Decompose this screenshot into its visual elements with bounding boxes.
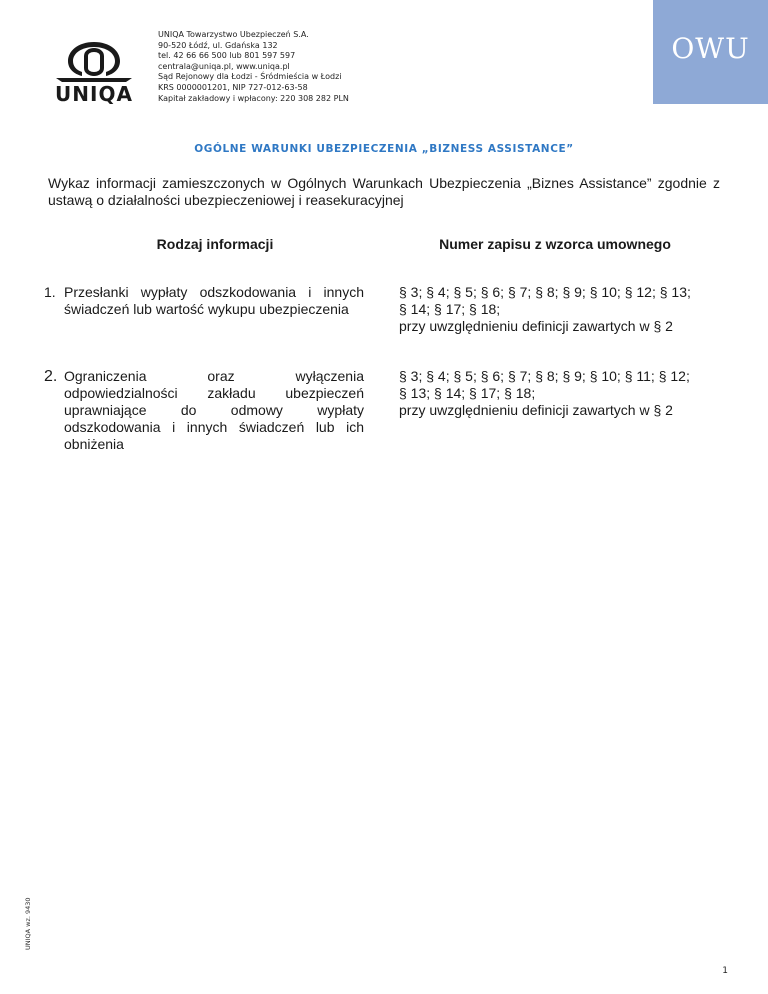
reference-line: przy uwzględnieniu definicji zawartych w § 2 — [399, 402, 673, 418]
document-title: OGÓLNE WARUNKI UBEZPIECZENIA „BIZNESS ASSISTANCE” — [194, 143, 574, 155]
reference-line: § 13; § 14; § 17; § 18; — [399, 385, 536, 401]
uniqa-logo-mark-icon — [42, 38, 146, 82]
company-line: centrala@uniqa.pl, www.uniqa.pl — [158, 61, 290, 71]
logo-wordmark: UNIQA — [55, 82, 133, 106]
form-code: UNIQA wz. 9430 — [24, 897, 32, 950]
company-info — [158, 30, 458, 104]
column-header-info-type: Rodzaj informacji — [156, 236, 274, 252]
item-description: Przesłanki wypłaty odszkodowania i innych świadczeń lub wartość wykupu ubezpieczenia — [64, 284, 364, 317]
company-line: KRS 0000001201, NIP 727-012-63-58 — [158, 82, 308, 92]
company-line: UNIQA Towarzystwo Ubezpieczeń S.A. — [158, 30, 309, 39]
reference-line: przy uwzględnieniu definicji zawartych w § 2 — [399, 318, 673, 334]
owu-badge — [653, 0, 768, 104]
uniqa-logo — [42, 38, 146, 108]
item-references — [399, 284, 729, 335]
item-number: 1. — [44, 284, 56, 300]
company-line: tel. 42 66 66 500 lub 801 597 597 — [158, 51, 296, 61]
reference-line: § 3; § 4; § 5; § 6; § 7; § 8; § 9; § 10; § 12; § 13; — [399, 284, 691, 300]
company-line: Kapitał zakładowy i wpłacony: 220 308 282 PLN — [158, 93, 349, 103]
company-line: Sąd Rejonowy dla Łodzi - Śródmieścia w Łodzi — [158, 72, 342, 82]
intro-paragraph: Wykaz informacji zamieszczonych w Ogólnych Warunkach Ubezpieczenia „Biznes Assistance” zgodnie z ustawą o działalności ubezpieczeniowej i reasekuracyjnej — [48, 175, 720, 208]
item-number: 2. — [44, 368, 58, 385]
company-line: 90-520 Łódź, ul. Gdańska 132 — [158, 40, 278, 50]
column-header-clause-number: Numer zapisu z wzorca umownego — [439, 236, 671, 252]
item-references — [399, 368, 729, 419]
owu-badge-label: OWU — [671, 32, 750, 65]
reference-line: § 3; § 4; § 5; § 6; § 7; § 8; § 9; § 10; § 11; § 12; — [399, 368, 690, 384]
reference-line: § 14; § 17; § 18; — [399, 301, 501, 317]
page-number: 1 — [722, 966, 728, 976]
item-description: Ograniczenia oraz wyłączenia odpowiedzialności zakładu ubezpieczeń uprawniające do odmowy wypłaty odszkodowania i innych świadczeń lub ich obniżenia — [64, 368, 364, 452]
